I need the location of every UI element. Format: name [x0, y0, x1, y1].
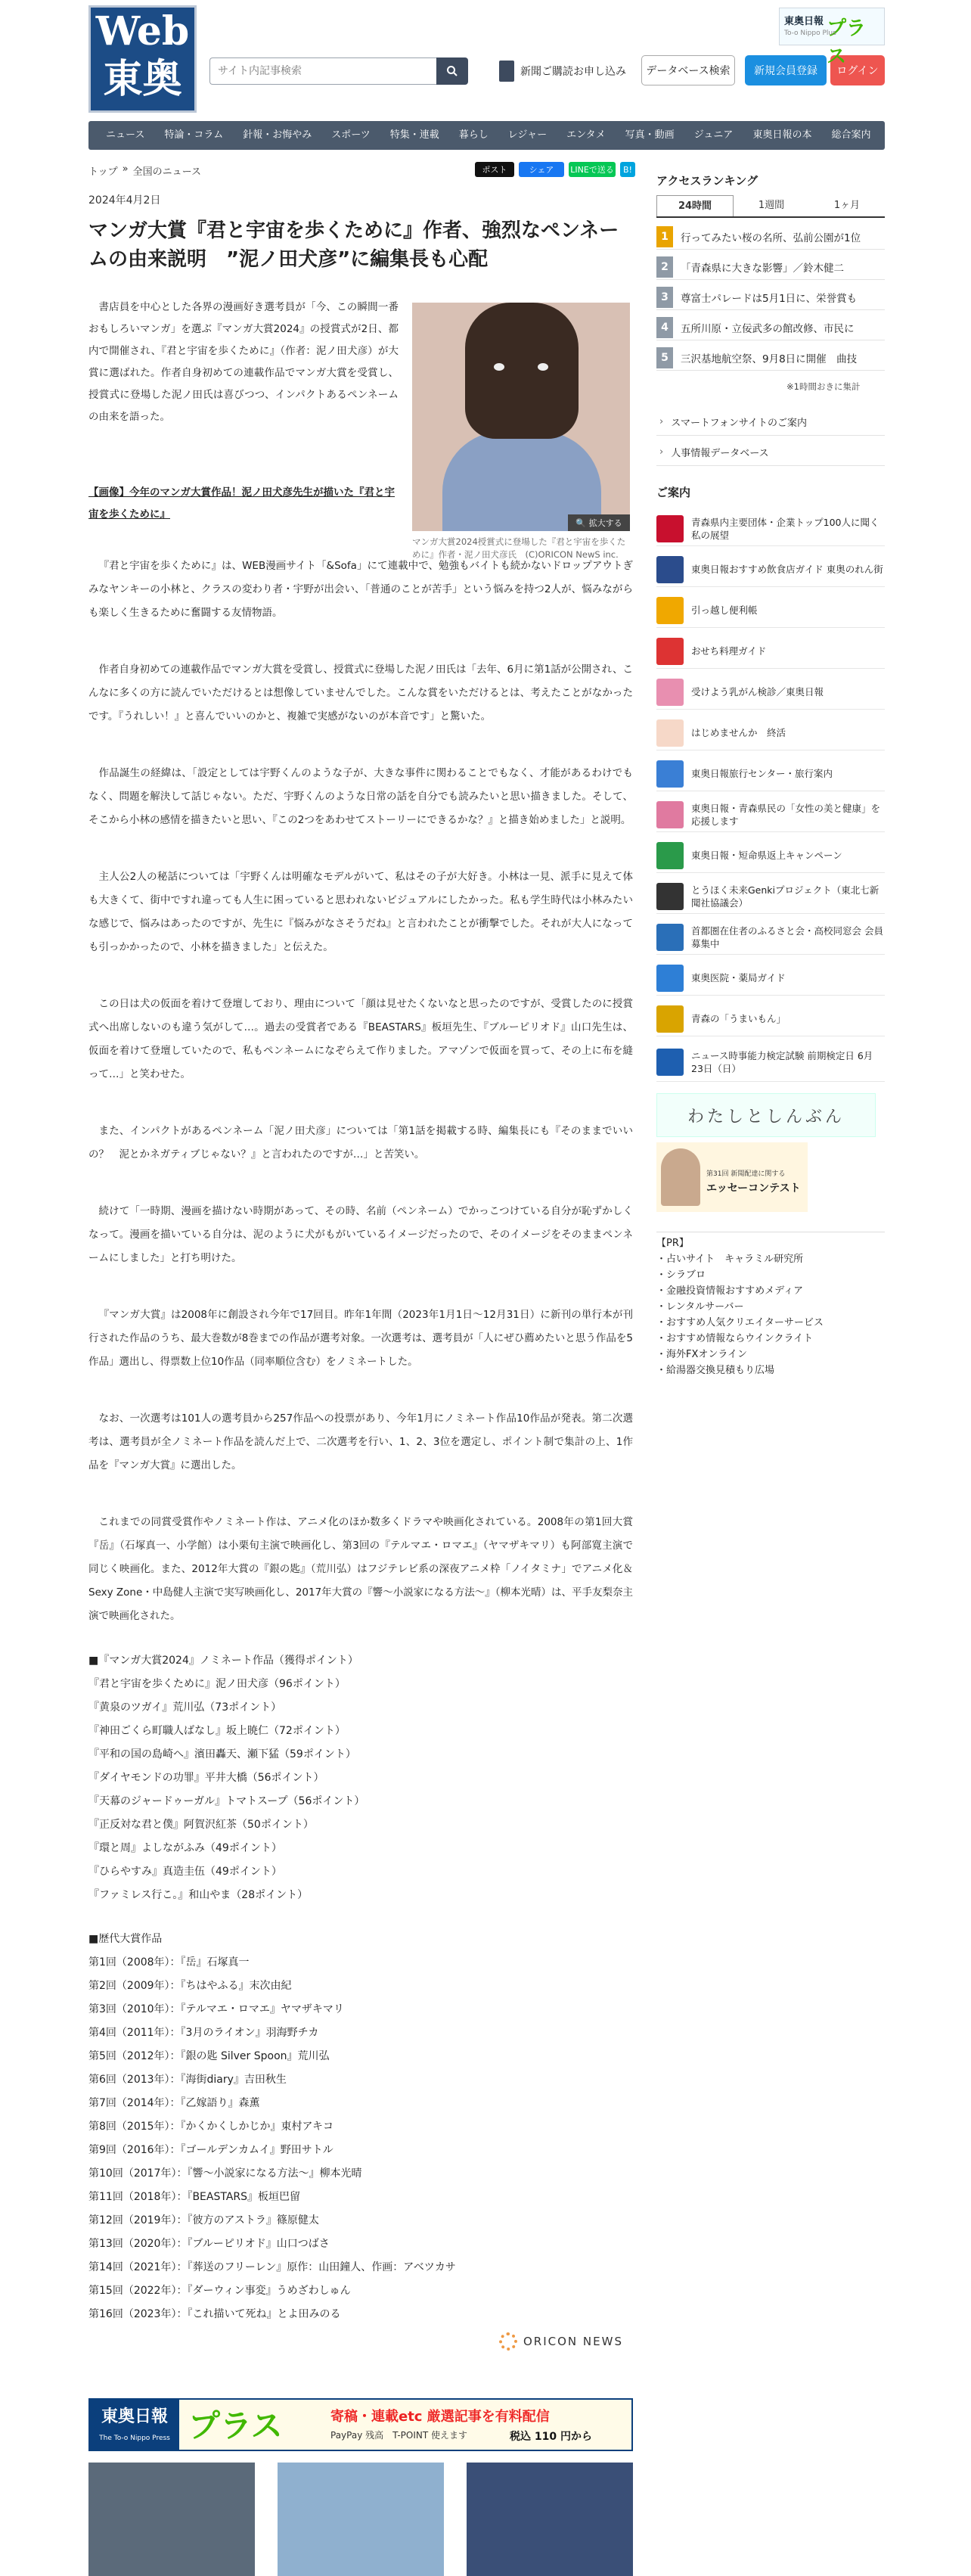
nav-item[interactable]: 写真・動画 [625, 129, 675, 141]
info-icon [656, 719, 684, 747]
breadcrumb [88, 163, 201, 178]
winners-list [88, 1928, 633, 2326]
subscribe-link[interactable] [499, 59, 626, 83]
nav-item[interactable]: 暮らし [458, 129, 489, 141]
subscribe-label: 新聞ご購読お申し込み [520, 66, 626, 78]
ranking-title: アクセスランキング [656, 174, 758, 188]
nav-item[interactable]: スポーツ [331, 129, 371, 141]
thumbnail-image[interactable] [88, 2463, 255, 2576]
pr-link[interactable]: ・レンタルサーバー [656, 1301, 744, 1313]
info-item[interactable] [656, 961, 885, 996]
list-item: 第2回（2009年）：『ちはやふる』末次由紀 [88, 1980, 292, 1992]
list-item: 第12回（2019年）：『彼方のアストラ』篠原健太 [88, 2214, 319, 2226]
list-item: 第14回（2021年）：『葬送のフリーレン』原作：山田鐘人、作画：アベツカサ [88, 2261, 456, 2273]
list-item: 『君と宇宙を歩くために』泥ノ田犬彦（96ポイント） [88, 1678, 346, 1690]
info-item[interactable] [656, 1002, 885, 1036]
article-paragraph: これまでの同賞受賞作やノミネート作は、アニメ化のほか数多くドラマや映画化されている。2008年の第1回大賞『岳』（石塚真一、小学館）は小栗旬主演で映画化し、第3回の『テルマエ・ロマエ』（ヤマザキマリ）も阿部寛主演で同じく映画化。また、2012年大賞の『銀の匙』（荒川弘）はフジテレビ系の深夜アニメ枠「ノイタミナ」でアニメ化＆Sexy Zone・中島健人主演で実写映画化し、2017年大賞の『響～小説家になる方法～』（柳本光晴）は、平手友梨奈主演で映画化された。 [88, 1516, 633, 1622]
photo-eye-shape [538, 363, 548, 371]
watashi-to-shinbun-banner[interactable]: わたしとしんぶん [656, 1093, 876, 1137]
pr-link[interactable]: ・おすすめ人気クリエイターサービス [656, 1317, 824, 1328]
info-icon [656, 760, 684, 788]
ranking-text: 三沢基地航空祭、9月8日に開催 曲技 [681, 353, 858, 365]
info-icon [656, 883, 684, 910]
info-title: ご案内 [656, 486, 691, 499]
ranking-text: 「青森県に大きな影響」／鈴木健二 [681, 262, 844, 275]
info-icon [656, 638, 684, 665]
info-item[interactable] [656, 552, 885, 587]
info-item[interactable] [656, 593, 885, 628]
info-item[interactable] [656, 757, 885, 791]
info-text: とうほく未来Genkiプロジェクト（東北七新聞社協議会） [691, 884, 879, 909]
info-text: 東奥医院・薬局ガイド [691, 972, 786, 983]
smartphone-link[interactable]: › スマートフォンサイトのご案内 [656, 409, 885, 436]
ad-brand-jp: 東奥日報 [101, 2407, 168, 2426]
ranking-item[interactable] [656, 315, 885, 340]
info-icon [656, 556, 684, 583]
plus-banner-brand: 東奥日報 [784, 16, 824, 27]
nav-item[interactable]: ニュース [106, 129, 145, 141]
nav-item[interactable]: 針報・お悔やみ [243, 129, 312, 141]
oricon-logo-icon [499, 2332, 517, 2351]
article-lead: 書店員を中心とした各界の漫画好き選考員が「今、この瞬間一番おもしろいマンガ」を選ぶ『マンガ大賞2024』の授賞式が2日、都内で開催され、『君と宇宙を歩くために』（作者：泥ノ田犬彦）が大賞に選ばれた。作者自身初めての連載作品でマンガ大賞を受賞し、授賞式に登場した泥ノ田氏は喜びつつ、インパクトあるペンネームの由来を語った。 [88, 301, 399, 423]
list-item: 第6回（2013年）：『海街diary』吉田秋生 [88, 2074, 287, 2086]
info-icon [656, 1049, 684, 1076]
article-paragraph: また、インパクトがあるペンネーム「泥ノ田犬彦」については「第1話を掲載する時、編集長にも『そのままでいいの？ 泥とかネガティブじゃない？』と言われたのですが…」と苦笑い。 [88, 1125, 633, 1161]
share-hatena-button[interactable]: B! [620, 162, 635, 177]
list-item: 第4回（2011年）：『3月のライオン』羽海野チカ [88, 2027, 319, 2039]
info-text: 首都圏在住者のふるさと会・高校同窓会 会員募集中 [691, 924, 883, 949]
login-button[interactable]: ログイン [830, 55, 885, 85]
plus-banner[interactable] [779, 8, 885, 68]
list-item: 第9回（2016年）：『ゴールデンカムイ』野田サトル [88, 2144, 333, 2156]
pr-link[interactable]: ・金融投資情報おすすめメディア [656, 1285, 804, 1297]
list-item: 第10回（2017年）：『響～小説家になる方法～』柳本光晴 [88, 2167, 362, 2180]
tab-1month[interactable]: 1ヶ月 [833, 200, 861, 211]
info-item[interactable] [656, 838, 885, 873]
article-paragraph: 作品誕生の経緯は、「設定としては宇野くんのような子が、大きな事件に関わることでもなく、才能があるわけでもなく、問題を解決して話じゃない。ただ、宇野くんのような日常の話を自分でも読みたいと思い描きました。そして、そこから小林の感情を描きたいと思い、『この2つをあわせてストーリーにできるかな？』と描き始めました」と説明。 [88, 767, 633, 826]
info-item[interactable] [656, 716, 885, 750]
nav-item[interactable]: 特論・コラム [164, 129, 224, 141]
photo-caption: マンガ大賞2024授賞式に登場した『君と宇宙を歩くために』作者・泥ノ田犬彦氏 (C)ORICON NewS inc. [412, 536, 626, 560]
list-item: 『ダイヤモンドの功罪』平井大橋（56ポイント） [88, 1772, 324, 1784]
ranking-note: ※1時間おきに集計 [786, 381, 861, 392]
search-bar [209, 57, 468, 85]
info-text: 青森の「うまいもん」 [691, 1013, 786, 1024]
essay-title: エッセーコンテスト [706, 1182, 801, 1195]
info-item[interactable] [656, 511, 885, 546]
info-text: 東奥日報・短命県返上キャンペーン [691, 850, 842, 861]
list-item: 『ひらやすみ』真造圭伍（49ポイント） [88, 1866, 282, 1878]
banner-portrait [661, 1148, 700, 1206]
ranking-text: 行ってみたい桜の名所、弘前公園が1位 [681, 231, 861, 244]
list-item: 『正反対な君と僕』阿賀沢紅茶（50ポイント） [88, 1819, 314, 1831]
nominee-heading: ■『マンガ大賞2024』ノミネート作品（獲得ポイント） [88, 1655, 358, 1667]
nav-item[interactable]: ジュニア [693, 129, 734, 141]
share-facebook-button[interactable]: シェア [519, 162, 564, 177]
register-button[interactable]: 新規会員登録 [745, 55, 827, 85]
article-photo[interactable] [412, 303, 630, 531]
database-search-button[interactable]: データベース検索 [641, 55, 735, 85]
pr-link[interactable]: ・おすすめ情報ならウインクライト [656, 1333, 814, 1344]
tab-1week[interactable]: 1週間 [758, 200, 785, 211]
ad-payments: PayPay 残高 T-POINT 使えます [330, 2430, 468, 2441]
ad-brand-en: The To-o Nippo Press [99, 2435, 170, 2442]
essay-sub: 第31回 新聞配達に関する [706, 1170, 786, 1178]
list-item: 第15回（2022年）：『ダーウィン事変』うめざわしゅん [88, 2285, 351, 2297]
nav-item[interactable]: 東奥日報の本 [752, 129, 812, 141]
related-thumbnails [88, 2463, 633, 2576]
essay-contest-banner[interactable] [656, 1142, 808, 1212]
list-item: 『天幕のジャードゥーガル』トマトスープ（56ポイント） [88, 1795, 365, 1807]
ad-plus: プラス [188, 2407, 283, 2444]
ad-headline: 寄稿・連載etc 厳選記事を有料配信 [330, 2409, 550, 2425]
info-item[interactable] [656, 920, 885, 955]
ad-brand [90, 2400, 179, 2450]
ranking-item[interactable] [656, 254, 885, 280]
source-credit [499, 2330, 635, 2353]
rank-number: 2 [656, 256, 673, 278]
newspaper-icon [499, 61, 514, 82]
list-item: 『ファミレス行こ。』和山やま（28ポイント） [88, 1889, 309, 1901]
winners-heading: ■歴代大賞作品 [88, 1933, 163, 1945]
tab-24h[interactable]: 24時間 [656, 195, 734, 216]
info-text: 引っ越し便利帳 [691, 604, 758, 616]
search-button[interactable] [436, 57, 468, 85]
article-paragraph: 続けて「一時期、漫画を描けない時期があって、その時、名前（ペンネーム）でかっこつけている自分が恥ずかしくなって。漫画を描いている自分は、泥のように犬がもがいているイメージだったので、そのイメージをそのままペンネームにしました」と打ち明けた。 [88, 1205, 633, 1264]
search-input[interactable] [209, 57, 436, 85]
article-paragraph: 作者自身初めての連載作品でマンガ大賞を受賞し、授賞式に登場した泥ノ田氏は「去年、6月に第1話が公開され、こんなに多くの方に読んでいただけるとは想像していませんでした。こんな賞をいただけるとは、考えたことがなかったです。『うれしい！』と喜んでいいのかと、複雑で実感がないのが本音です」と驚いた。 [88, 663, 633, 722]
info-text: 青森県内主要団体・企業トップ100人に聞く私の展望 [691, 516, 879, 541]
info-icon [656, 597, 684, 624]
article-date: 2024年4月2日 [88, 194, 161, 207]
info-item[interactable] [656, 634, 885, 669]
info-item[interactable] [656, 879, 885, 914]
list-item: 第3回（2010年）：『テルマエ・ロマエ』ヤマザキマリ [88, 2003, 344, 2015]
rank-number: 5 [656, 347, 673, 368]
info-item[interactable] [656, 675, 885, 710]
list-item: 第5回（2012年）：『銀の匙 Silver Spoon』荒川弘 [88, 2050, 330, 2062]
zoom-icon: 🔍 [575, 517, 589, 528]
info-item[interactable] [656, 1043, 885, 1082]
photo-eye-shape [494, 363, 504, 371]
info-text: はじめませんか 終活 [691, 727, 786, 738]
article-paragraph: 『君と宇宙を歩くために』は、WEB漫画サイト「&Sofa」にて連載中で、勉強もバイトも続かないドロップアウトぎみなヤンキーの小林と、クラスの変わり者・宇野が出会い、「普通のことが苦手」という悩みを持つ2人が、悩みながらも楽しく生きるために奮闘する友情物語。 [88, 560, 633, 619]
plus-ad-banner[interactable] [88, 2398, 633, 2451]
ranking-item[interactable] [656, 345, 885, 371]
nav-item[interactable]: レジャー [507, 129, 548, 141]
logo-line2: 東奥 [103, 56, 182, 102]
pr-link[interactable]: ・占いサイト キャラミル研究所 [656, 1254, 804, 1265]
plus-banner-plus: プラス [827, 17, 867, 68]
info-icon [656, 801, 684, 828]
info-text: ニュース時事能力検定試験 前期検定日 6月23日（日） [691, 1049, 873, 1074]
nav-item[interactable]: 特集・連載 [389, 129, 439, 141]
pr-heading: 【PR】 [656, 1238, 689, 1249]
rank-number: 1 [656, 226, 673, 247]
info-text: おせち料理ガイド [691, 645, 767, 657]
breadcrumb-home[interactable]: トップ [88, 166, 118, 178]
list-item: 『神田ごくら町職人ばなし』坂上暁仁（72ポイント） [88, 1725, 346, 1737]
article-paragraph: なお、一次選考は101人の選考員から257作品への投票があり、今年1月にノミネート作品10作品が発表。第二次選考は、選考員が全ノミネート作品を読んだ上で、二次選考を行い、1、2、3位を選定し、ポイント制で集計の上、1作品を『マンガ大賞』に選出した。 [88, 1412, 633, 1471]
thumbnail-image[interactable] [278, 2463, 444, 2576]
plus-banner-sub: To-o Nippo Plus [784, 30, 836, 37]
thumbnail-image[interactable] [467, 2463, 633, 2576]
ranking-text: 尊富士パレードは5月1日に、栄誉賞も [681, 292, 858, 305]
article-paragraph: 主人公2人の秘話については「宇野くんは明確なモデルがいて、私はその子が大好き。小林は一見、派手に見えて体も大きくて、街中ですれ違っても人生に困っていると思われないビジュアルにしたかった。私も学生時代は小林みたいな感じで、悩みはあったのですが、先生に『悩みがなさそうだね』と言われたことが衝撃でした。それが大人になっても引っかかったので、小林を描きました」と伝えた。 [88, 871, 633, 953]
info-text: 東奥日報旅行センター・旅行案内 [691, 768, 833, 779]
share-x-button[interactable]: ポスト [475, 162, 514, 177]
list-item: 第8回（2015年）：『かくかくしかじか』東村アキコ [88, 2121, 333, 2133]
site-logo[interactable] [88, 5, 197, 113]
breadcrumb-current[interactable]: 全国のニュース [132, 166, 201, 178]
nav-item[interactable]: 総合案内 [831, 129, 871, 141]
list-item: 第11回（2018年）：『BEASTARS』板垣巴留 [88, 2191, 301, 2203]
pr-link[interactable]: ・シラブロ [656, 1269, 706, 1281]
breadcrumb-separator: » [122, 163, 129, 175]
info-icon [656, 679, 684, 706]
list-item: 『平和の国の島崎へ』濱田轟天、瀬下猛（59ポイント） [88, 1748, 356, 1760]
ranking-tabs [656, 195, 885, 218]
rank-number: 3 [656, 287, 673, 308]
image-gallery-link[interactable]: 【画像】今年のマンガ大賞作品！泥ノ田犬彦先生が描いた『君と宇宙を歩くために』 [88, 486, 395, 520]
article-paragraph: この日は犬の仮面を着けて登壇しており、理由について「顔は見せたくないなと思ったのですが、受賞したのに授賞式へ出席しないのも違う気がして…。過去の受賞者である『BEASTARS』板垣先生、『ブルーピリオド』山口先生は、仮面を着けて登壇していたので、私もペンネームになぞらえて作りました。アマゾンで仮面を買って、その上に布を縫って…」と笑わせた。 [88, 998, 633, 1080]
article-title: マンガ大賞『君と宇宙を歩くために』作者、強烈なペンネームの由来説明 ”泥ノ田犬彦”に編集長も心配 [88, 219, 619, 271]
pr-list [656, 1232, 885, 1378]
list-item: 第7回（2014年）：『乙嫁語り』森薫 [88, 2097, 260, 2109]
pr-link[interactable]: ・海外FXオンライン [656, 1349, 747, 1360]
info-item[interactable] [656, 797, 885, 832]
nav-item[interactable]: エンタメ [566, 129, 606, 141]
zoom-button[interactable] [568, 514, 630, 531]
list-item: 第13回（2020年）：『ブルーピリオド』山口つばさ [88, 2238, 330, 2250]
nominee-list [88, 1649, 633, 1907]
ranking-item[interactable] [656, 224, 885, 250]
source-name: ORICON NEWS [523, 2335, 623, 2348]
photo-dog-mask-shape [465, 303, 579, 439]
zoom-label: 拡大する [588, 518, 622, 528]
list-item: 第1回（2008年）：『岳』石塚真一 [88, 1956, 250, 1969]
list-item: 『黄泉のツガイ』荒川弘（73ポイント） [88, 1701, 282, 1714]
list-item: 『環と周』よしながふみ（49ポイント） [88, 1842, 282, 1854]
info-icon [656, 842, 684, 869]
rank-number: 4 [656, 317, 673, 338]
info-text: 東奥日報・青森県民の「女性の美と健康」を応援します [691, 802, 881, 827]
global-nav [88, 121, 885, 150]
info-icon [656, 924, 684, 951]
logo-line1: Web [95, 8, 190, 54]
share-line-button[interactable]: LINEで送る [569, 162, 616, 177]
info-icon [656, 1005, 684, 1033]
ad-price: 税込 110 円から [510, 2431, 592, 2443]
article-paragraph: 『マンガ大賞』は2008年に創設され今年で17回目。昨年1年間（2023年1月1日～12月31日）に新刊の単行本が刊行された作品のうち、最大巻数が8巻までの作品が選考対象。一次選考は、選考員が「人にぜひ薦めたいと思う作品を5作品」選出し、得票数上位10作品（同率順位含む）をノミネートした。 [88, 1309, 633, 1368]
info-icon [656, 965, 684, 992]
search-icon [446, 65, 458, 77]
ranking-item[interactable] [656, 284, 885, 310]
info-text: 東奥日報おすすめ飲食店ガイド 東奥のれん街 [691, 564, 883, 575]
personnel-db-link[interactable]: › 人事情報データベース [656, 439, 885, 466]
ranking-text: 五所川原・立佞武多の館改修、市民に [681, 322, 855, 335]
pr-link[interactable]: ・給湯器交換見積もり広場 [656, 1365, 775, 1376]
list-item: 第16回（2023年）：『これ描いて死ね』とよ田みのる [88, 2308, 341, 2320]
info-text: 受けよう乳がん検診／東奥日報 [691, 686, 824, 698]
info-icon [656, 515, 684, 542]
